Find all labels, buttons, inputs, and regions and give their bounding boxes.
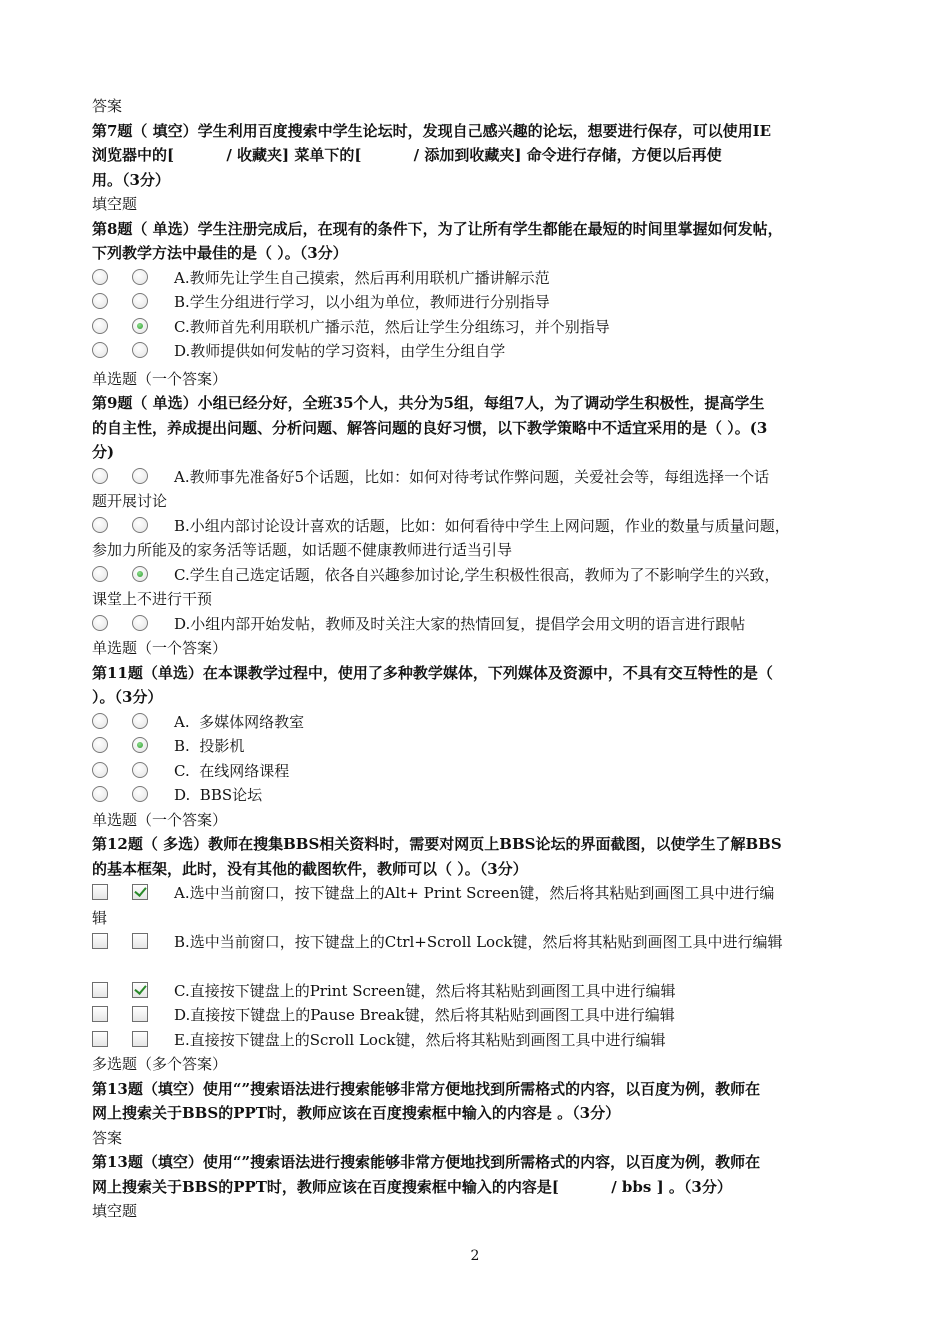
radio-button-selected[interactable]: [132, 318, 148, 334]
option-text: C.教师首先利用联机广播示范，然后让学生分组练习，并个别指导: [174, 317, 610, 336]
q9-option-d: [92, 612, 862, 637]
question-type-label: 多选题（多个答案）: [92, 1055, 228, 1073]
radio-button[interactable]: [92, 517, 108, 533]
radio-button[interactable]: [92, 293, 108, 309]
option-text: A.教师事先准备好5个话题，比如：如何对待考试作弊问题，关爱社会等，每组选择一个话: [174, 467, 770, 486]
q8-option-a: [92, 266, 862, 291]
q12-option-a: [92, 881, 862, 906]
question-7-line-3: 用。（3分）: [92, 170, 170, 189]
radio-button-selected[interactable]: [132, 566, 148, 582]
option-text: B.选中当前窗口，按下键盘上的Ctrl+Scroll Lock键，然后将其粘贴到画图工具中进行编辑: [174, 933, 783, 951]
option-text: D.直接按下键盘上的Pause Break键，然后将其粘贴到画图工具中进行编辑: [174, 1006, 675, 1024]
radio-button[interactable]: [132, 269, 148, 285]
radio-button[interactable]: [92, 566, 108, 582]
option-text: D.小组内部开始发帖，教师及时关注大家的热情回复，提倡学会用文明的语言进行跟帖: [174, 614, 746, 633]
question-type-label: 填空题: [92, 1202, 138, 1220]
question-12-line-2: 的基本框架，此时，没有其他的截图软件，教师可以（ ）。（3分）: [92, 859, 528, 878]
radio-button[interactable]: [132, 342, 148, 358]
question-11-line-2: ）。（3分）: [92, 688, 163, 706]
question-type-label: 单选题（一个答案）: [92, 639, 228, 657]
radio-button[interactable]: [92, 269, 108, 285]
radio-button[interactable]: [92, 615, 108, 631]
checkbox-checked[interactable]: [132, 884, 148, 900]
radio-button[interactable]: [132, 468, 148, 484]
q9-option-a: [92, 465, 862, 490]
checkbox[interactable]: [132, 1031, 148, 1047]
answer-label: 答案: [92, 1128, 123, 1147]
q11-option-d: [92, 783, 862, 808]
checkbox[interactable]: [92, 933, 108, 949]
q11-option-b: [92, 734, 862, 759]
option-text: D. BBS论坛: [174, 786, 263, 804]
q8-option-c: [92, 315, 862, 340]
q12-option-b: [92, 930, 862, 955]
option-text: A.教师先让学生自己摸索，然后再利用联机广播讲解示范: [174, 268, 550, 287]
checkbox-checked[interactable]: [132, 982, 148, 998]
question-9-line-3: 分): [92, 443, 115, 461]
question-11-line-1: 第11题（单选）在本课教学过程中，使用了多种教学媒体，下列媒体及资源中，不具有交互特性的是（: [92, 663, 773, 682]
question-13-answer-line-2: 网上搜索关于BBS的PPT时，教师应该在百度搜索框中输入的内容是[ / bbs ] 。（3分）: [92, 1177, 732, 1196]
question-13-line-1: 第13题（填空）使用“”搜索语法进行搜索能够非常方便地找到所需格式的内容，以百度为例，教师在: [92, 1079, 761, 1098]
spacer: [92, 955, 862, 979]
q11-option-a: [92, 710, 862, 735]
question-9-line-1: 第9题（ 单选）小组已经分好，全班35个人，共分为5组，每组7人，为了调动学生积极性，提高学生: [92, 394, 765, 412]
q12-option-e: [92, 1028, 862, 1053]
question-type-label: 单选题（一个答案）: [92, 810, 228, 829]
question-13-answer-line-1: 第13题（填空）使用“”搜索语法进行搜索能够非常方便地找到所需格式的内容，以百度为例，教师在: [92, 1153, 761, 1171]
option-text: E.直接按下键盘上的Scroll Lock键，然后将其粘贴到画图工具中进行编辑: [174, 1030, 666, 1049]
question-8-line-1: 第8题（ 单选）学生注册完成后，在现有的条件下，为了让所有学生都能在最短的时间里掌握如何发帖，: [92, 219, 783, 238]
radio-button[interactable]: [92, 342, 108, 358]
option-text: C. 在线网络课程: [174, 761, 290, 780]
option-continuation: 参加力所能及的家务活等话题，如话题不健康教师进行适当引导: [92, 541, 513, 559]
radio-button[interactable]: [92, 786, 108, 802]
radio-button[interactable]: [132, 293, 148, 309]
question-13-line-2: 网上搜索关于BBS的PPT时，教师应该在百度搜索框中输入的内容是 。（3分）: [92, 1104, 621, 1122]
radio-button[interactable]: [92, 713, 108, 729]
radio-button[interactable]: [132, 615, 148, 631]
radio-button[interactable]: [132, 517, 148, 533]
question-8-line-2: 下列教学方法中最佳的是（ ）。（3分）: [92, 244, 348, 262]
option-text: D.教师提供如何发帖的学习资料，由学生分组自学: [174, 342, 506, 360]
question-7-line-1: 第7题（ 填空）学生利用百度搜索中学生论坛时，发现自己感兴趣的论坛，想要进行保存，可以使用IE: [92, 121, 772, 140]
question-9-line-2: 的自主性，养成提出问题、分析问题、解答问题的良好习惯，以下教学策略中不适宜采用的是（ ）。(3: [92, 418, 768, 437]
q12-option-c: [92, 979, 862, 1004]
radio-button[interactable]: [92, 468, 108, 484]
checkbox[interactable]: [92, 982, 108, 998]
checkbox[interactable]: [92, 1006, 108, 1022]
radio-button[interactable]: [132, 786, 148, 802]
option-text: B. 投影机: [174, 737, 245, 755]
option-text: B.学生分组进行学习，以小组为单位，教师进行分别指导: [174, 293, 550, 311]
q9-option-c: [92, 563, 862, 588]
radio-button[interactable]: [92, 318, 108, 334]
radio-button-selected[interactable]: [132, 737, 148, 753]
checkbox[interactable]: [92, 1031, 108, 1047]
option-continuation: 课堂上不进行干预: [92, 590, 213, 608]
option-text: C.直接按下键盘上的Print Screen键，然后将其粘贴到画图工具中进行编辑: [174, 981, 676, 1000]
question-type-label: 单选题（一个答案）: [92, 369, 228, 388]
checkbox[interactable]: [132, 1006, 148, 1022]
q8-option-b: [92, 290, 862, 315]
q11-option-c: [92, 759, 862, 784]
answer-label: 答案: [92, 97, 123, 115]
document-page: [92, 94, 862, 1224]
radio-button[interactable]: [92, 762, 108, 778]
q9-option-b: [92, 514, 862, 539]
option-text: A. 多媒体网络教室: [174, 712, 305, 731]
q8-option-d: [92, 339, 862, 364]
option-continuation: 题开展讨论: [92, 492, 168, 510]
option-continuation: 辑: [92, 908, 108, 927]
radio-button[interactable]: [92, 737, 108, 753]
option-text: A.选中当前窗口，按下键盘上的Alt+ Print Screen键，然后将其粘贴到画图工具中进行编: [174, 884, 775, 902]
checkbox[interactable]: [92, 884, 108, 900]
question-type-label: 填空题: [92, 195, 138, 213]
question-7-line-2: 浏览器中的[ / 收藏夹] 菜单下的[ / 添加到收藏夹] 命令进行存储，方便以后再使: [92, 146, 722, 164]
q12-option-d: [92, 1003, 862, 1028]
checkbox[interactable]: [132, 933, 148, 949]
question-12-line-1: 第12题（ 多选）教师在搜集BBS相关资料时，需要对网页上BBS论坛的界面截图，以使学生了解BBS: [92, 835, 782, 853]
radio-button[interactable]: [132, 713, 148, 729]
option-text: C.学生自己选定话题，依各自兴趣参加讨论,学生积极性很高，教师为了不影响学生的兴致，: [174, 565, 780, 584]
radio-button[interactable]: [132, 762, 148, 778]
option-text: B.小组内部讨论设计喜欢的话题，比如：如何看待中学生上网问题，作业的数量与质量问题，: [174, 516, 790, 535]
page-number: 2: [470, 1248, 480, 1264]
